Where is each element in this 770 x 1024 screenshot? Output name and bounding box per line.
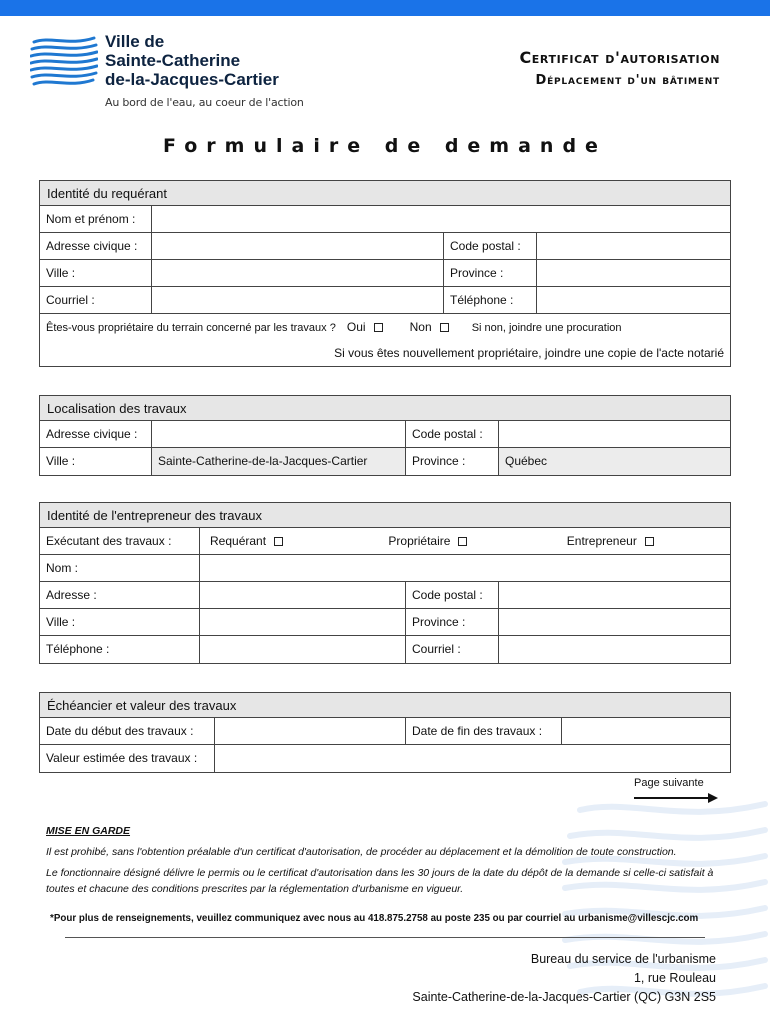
ent-telephone-label: Téléphone : <box>40 636 200 663</box>
row-loc-ville <box>40 448 730 475</box>
ent-courriel-label: Courriel : <box>406 636 499 663</box>
procuration-note: Si non, joindre une procuration <box>471 322 622 334</box>
row-ent-telephone <box>40 636 730 663</box>
row-courriel <box>40 287 730 314</box>
ent-code-postal-label: Code postal : <box>406 582 499 608</box>
section-localisation <box>39 395 731 476</box>
divider <box>65 937 705 938</box>
certificate-subtitle: Déplacement d'un bâtiment <box>535 73 720 88</box>
ent-adresse-input[interactable] <box>200 582 406 608</box>
loc-province-value: Québec <box>499 448 730 475</box>
section-echeancier-title: Échéancier et valeur des travaux <box>40 693 730 718</box>
adresse-input[interactable] <box>152 233 444 259</box>
warning-paragraph-2: Le fonctionnaire désigné délivre le permis ou le certificat d'autorisation dans les 30 jours de la date du dépôt de la demande si celle-ci satisfait à toutes et chacune des conditions prescrites par la réglementation d'urbanisme en vigueur. <box>46 867 714 895</box>
row-loc-adresse <box>40 421 730 448</box>
row-ville <box>40 260 730 287</box>
ent-ville-label: Ville : <box>40 609 200 635</box>
section-localisation-title: Localisation des travaux <box>40 396 730 421</box>
ent-nom-label: Nom : <box>40 555 200 581</box>
contact-info-line: *Pour plus de renseignements, veuillez communiquez avec nous au 418.875.2758 au poste 235 ou par courriel au urbanisme@villescjc.com <box>50 913 699 924</box>
courriel-input[interactable] <box>152 287 444 313</box>
ville-label: Ville : <box>40 260 152 286</box>
address-line-1: Bureau du service de l'urbanisme <box>530 952 716 966</box>
row-ent-ville <box>40 609 730 636</box>
ent-nom-input[interactable] <box>200 555 730 581</box>
section-entrepreneur <box>39 502 731 664</box>
entrepreneur-checkbox[interactable] <box>645 537 654 546</box>
date-fin-label: Date de fin des travaux : <box>406 718 562 744</box>
notarie-note: Si vous êtes nouvellement propriétaire, joindre une copie de l'acte notarié <box>334 346 724 360</box>
ent-adresse-label: Adresse : <box>40 582 200 608</box>
loc-ville-label: Ville : <box>40 448 152 475</box>
warning-paragraph-1: Il est prohibé, sans l'obtention préalable d'un certificat d'autorisation, de procéder au déplacement et la démolition de toute construction. <box>46 846 677 858</box>
logo-wordmark <box>105 32 279 89</box>
logo-line-3: de-la-Jacques-Cartier <box>105 70 279 89</box>
logo-line-1: Ville de <box>105 32 165 51</box>
telephone-label: Téléphone : <box>444 287 537 313</box>
date-debut-label: Date du début des travaux : <box>40 718 215 744</box>
code-postal-label: Code postal : <box>444 233 537 259</box>
requerant-option-label: Requérant <box>210 534 267 548</box>
loc-adresse-input[interactable] <box>152 421 406 447</box>
ville-input[interactable] <box>152 260 444 286</box>
row-adresse <box>40 233 730 260</box>
form-title: Formulaire de demande <box>163 135 607 157</box>
ent-province-input[interactable] <box>499 609 730 635</box>
oui-checkbox[interactable] <box>374 323 383 332</box>
row-ent-adresse <box>40 582 730 609</box>
certificate-title: Certificat d'autorisation <box>519 48 720 67</box>
adresse-label: Adresse civique : <box>40 233 152 259</box>
ent-code-postal-input[interactable] <box>499 582 730 608</box>
valeur-input[interactable] <box>215 745 730 772</box>
loc-code-postal-input[interactable] <box>499 421 730 447</box>
row-dates <box>40 718 730 745</box>
section-requerant <box>39 180 731 367</box>
requerant-checkbox[interactable] <box>274 537 283 546</box>
courriel-label: Courriel : <box>40 287 152 313</box>
nom-input[interactable] <box>152 206 730 232</box>
section-requerant-title: Identité du requérant <box>40 181 730 206</box>
waves-logo-icon <box>30 34 98 90</box>
telephone-input[interactable] <box>537 287 730 313</box>
loc-ville-value: Sainte-Catherine-de-la-Jacques-Cartier <box>152 448 406 475</box>
date-fin-input[interactable] <box>562 718 730 744</box>
ent-ville-input[interactable] <box>200 609 406 635</box>
valeur-label: Valeur estimée des travaux : <box>40 745 215 772</box>
ent-courriel-input[interactable] <box>499 636 730 663</box>
address-line-2: 1, rue Rouleau <box>633 971 716 985</box>
loc-code-postal-label: Code postal : <box>406 421 499 447</box>
proprietaire-checkbox[interactable] <box>458 537 467 546</box>
office-address <box>412 950 716 1007</box>
executant-options <box>200 528 730 554</box>
section-echeancier <box>39 692 731 773</box>
entrepreneur-option-label: Entrepreneur <box>566 534 637 548</box>
row-valeur <box>40 745 730 772</box>
loc-province-label: Province : <box>406 448 499 475</box>
non-checkbox[interactable] <box>440 323 449 332</box>
code-postal-input[interactable] <box>537 233 730 259</box>
warning-heading: MISE EN GARDE <box>46 825 131 837</box>
nom-label: Nom et prénom : <box>40 206 152 232</box>
warning-block <box>46 823 736 902</box>
row-ent-nom <box>40 555 730 582</box>
executant-label: Exécutant des travaux : <box>40 528 200 554</box>
ent-telephone-input[interactable] <box>200 636 406 663</box>
next-page-label[interactable]: Page suivante <box>634 777 704 789</box>
address-line-3: Sainte-Catherine-de-la-Jacques-Cartier (QC) G3N 2S5 <box>412 990 716 1004</box>
non-label: Non <box>409 320 432 334</box>
row-executant <box>40 528 730 555</box>
top-color-bar <box>0 0 770 16</box>
logo-line-2: Sainte-Catherine <box>105 51 241 70</box>
row-nom <box>40 206 730 233</box>
arrow-right-icon[interactable] <box>634 793 718 803</box>
oui-label: Oui <box>346 320 366 334</box>
certificate-heading <box>519 48 720 88</box>
proprietaire-option-label: Propriétaire <box>388 534 451 548</box>
ownership-question: Êtes-vous propriétaire du terrain concerné par les travaux ? <box>46 322 336 334</box>
ownership-question-row <box>40 314 730 340</box>
province-label: Province : <box>444 260 537 286</box>
logo-tagline: Au bord de l'eau, au coeur de l'action <box>105 96 304 109</box>
city-logo <box>30 32 330 112</box>
province-input[interactable] <box>537 260 730 286</box>
loc-adresse-label: Adresse civique : <box>40 421 152 447</box>
date-debut-input[interactable] <box>215 718 406 744</box>
ent-province-label: Province : <box>406 609 499 635</box>
section-entrepreneur-title: Identité de l'entrepreneur des travaux <box>40 503 730 528</box>
